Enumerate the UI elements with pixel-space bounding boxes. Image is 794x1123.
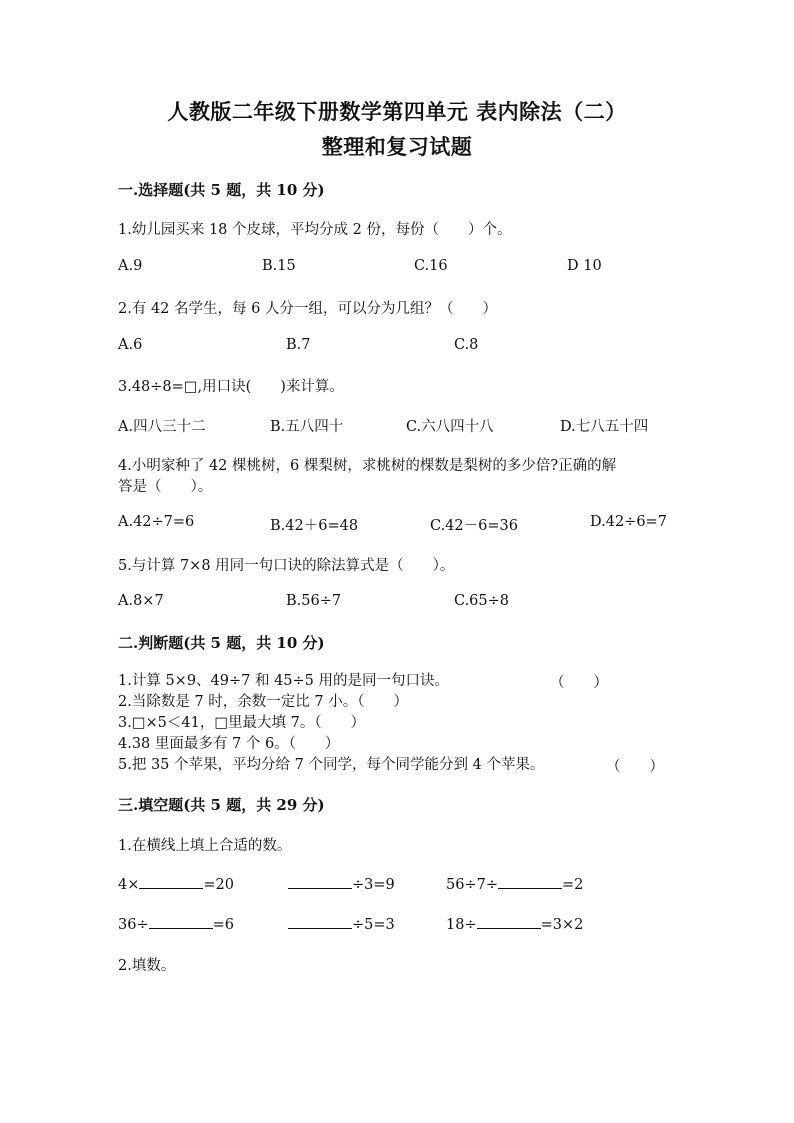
section-heading-judge: 二.判断题(共 5 题，共 10 分) — [118, 634, 325, 652]
section-heading-choice: 一.选择题(共 5 题，共 10 分) — [118, 181, 325, 199]
option-b[interactable]: B.42＋6=48 — [270, 518, 359, 534]
option-a[interactable]: A.8×7 — [118, 593, 164, 609]
question-3: 3.48÷8=□,用口诀( )来计算。 — [118, 379, 344, 395]
equation-suffix: =6 — [212, 917, 234, 933]
option-b[interactable]: B.五八四十 — [270, 419, 344, 435]
fill-question-2: 2.填数。 — [118, 958, 176, 974]
judge-answer-5[interactable]: （ ） — [606, 759, 664, 775]
judge-item-4: 4.38 里面最多有 7 个 6。（ ） — [118, 736, 340, 752]
option-a[interactable]: A.9 — [118, 258, 143, 274]
equation-suffix: =2 — [561, 877, 584, 893]
section-heading-fill: 三.填空题(共 5 题，共 29 分) — [118, 796, 325, 814]
answer-blank[interactable] — [477, 914, 541, 929]
question-4: 4.小明家种了 42 棵桃树，6 棵梨树，求桃树的棵数是梨树的多少倍?正确的解 — [118, 458, 617, 474]
question-4-cont: 答是（ ）。 — [118, 479, 213, 495]
question-2: 2.有 42 名学生，每 6 人分一组，可以分为几组？（ ） — [118, 301, 497, 317]
judge-item-3: 3.□×5＜41，□里最大填 7。（ ） — [118, 715, 366, 731]
page-title: 人教版二年级下册数学第四单元 表内除法（二） — [167, 99, 627, 124]
judge-answer-1[interactable]: （ ） — [550, 675, 608, 691]
option-b[interactable]: B.15 — [262, 258, 296, 274]
question-5: 5.与计算 7×8 用同一句口诀的除法算式是（ ）。 — [118, 558, 455, 574]
equation-suffix: ÷3=9 — [352, 877, 395, 893]
answer-blank[interactable] — [139, 874, 203, 889]
option-c[interactable]: C.42－6=36 — [430, 518, 518, 534]
equation-suffix: ÷5=3 — [352, 917, 395, 933]
equation-prefix: 56÷7÷ — [446, 877, 498, 893]
fill-equation — [118, 874, 234, 893]
judge-item-5: 5.把 35 个苹果，平均分给 7 个同学，每个同学能分到 4 个苹果。 — [118, 757, 545, 773]
equation-prefix: 18÷ — [446, 917, 477, 933]
option-a[interactable]: A.6 — [118, 337, 143, 353]
option-b[interactable]: B.7 — [286, 337, 311, 353]
equation-prefix: 36÷ — [118, 917, 149, 933]
option-c[interactable]: C.六八四十八 — [406, 419, 494, 435]
option-c[interactable]: C.8 — [454, 337, 479, 353]
option-a[interactable]: A.四八三十二 — [118, 419, 206, 435]
option-d[interactable]: D 10 — [567, 258, 602, 274]
option-b[interactable]: B.56÷7 — [286, 593, 342, 609]
judge-item-2: 2.当除数是 7 时，余数一定比 7 小。（ ） — [118, 694, 408, 710]
fill-question-1: 1.在横线上填上合适的数。 — [118, 838, 292, 854]
fill-equation — [118, 914, 234, 933]
option-c[interactable]: C.65÷8 — [454, 593, 510, 609]
question-1: 1.幼儿园买来 18 个皮球，平均分成 2 份，每份（ ）个。 — [118, 222, 512, 238]
option-a[interactable]: A.42÷7=6 — [118, 514, 195, 530]
answer-blank[interactable] — [288, 874, 352, 889]
answer-blank[interactable] — [498, 874, 562, 889]
judge-item-1: 1.计算 5×9、49÷7 和 45÷5 用的是同一句口诀。 — [118, 673, 450, 689]
equation-prefix: 4× — [118, 877, 140, 893]
answer-blank[interactable] — [288, 914, 352, 929]
fill-equation — [446, 874, 583, 893]
answer-blank[interactable] — [149, 914, 213, 929]
option-d[interactable]: D.42÷6=7 — [590, 514, 667, 530]
option-c[interactable]: C.16 — [414, 258, 448, 274]
fill-equation — [288, 874, 395, 893]
equation-suffix: =3×2 — [540, 917, 584, 933]
fill-equation — [446, 914, 583, 933]
page-subtitle: 整理和复习试题 — [321, 134, 473, 159]
fill-equation — [288, 914, 395, 933]
option-d[interactable]: D.七八五十四 — [560, 419, 649, 435]
equation-suffix: =20 — [203, 877, 234, 893]
